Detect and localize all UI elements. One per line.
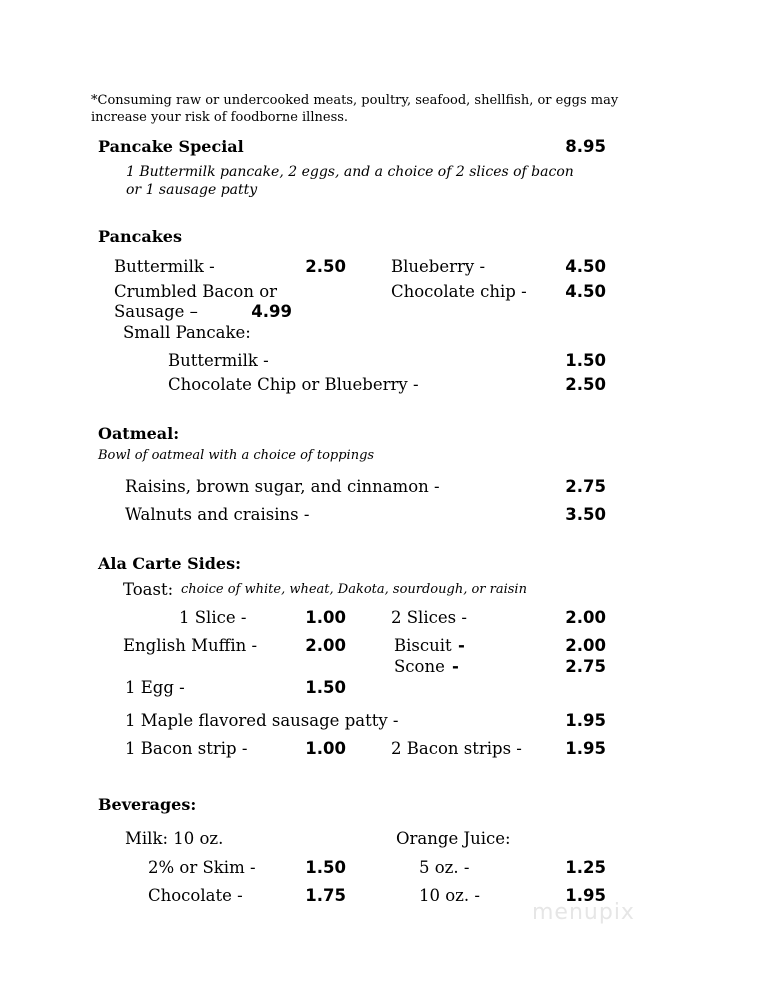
chocolate-milk-price: 1.75 xyxy=(305,886,346,905)
pancake-special-price: 8.95 xyxy=(565,137,606,156)
maple-sausage-price: 1.95 xyxy=(565,711,606,730)
watermark: menupix xyxy=(532,900,635,925)
pancakes-buttermilk-price: 2.50 xyxy=(305,257,346,276)
bacon-strips-label: 2 Bacon strips - xyxy=(391,739,522,758)
english-muffin-label: English Muffin - xyxy=(123,636,258,655)
beverages-title: Beverages: xyxy=(98,795,197,814)
oatmeal-title: Oatmeal: xyxy=(98,424,180,443)
two-slices-price: 2.00 xyxy=(565,608,606,627)
disclaimer-line-2: increase your risk of foodborne illness. xyxy=(91,110,349,125)
disclaimer-line-1: *Consuming raw or undercooked meats, poultry, seafood, shellfish, or eggs may xyxy=(91,93,619,108)
pancakes-chocolate-chip-price: 4.50 xyxy=(565,282,606,301)
oj5-price: 1.25 xyxy=(565,858,606,877)
bacon-strip-label: 1 Bacon strip - xyxy=(125,739,248,758)
toast-desc: choice of white, wheat, Dakota, sourdough, or raisin xyxy=(181,582,527,597)
biscuit-label: Biscuit xyxy=(394,636,452,655)
oatmeal-desc: Bowl of oatmeal with a choice of toppings xyxy=(98,448,375,463)
bacon-strips-price: 1.95 xyxy=(565,739,606,758)
skim-price: 1.50 xyxy=(305,858,346,877)
pancake-special-desc-2: or 1 sausage patty xyxy=(126,182,258,198)
pancakes-title: Pancakes xyxy=(98,227,182,246)
pancake-special-title: Pancake Special xyxy=(98,137,244,156)
one-slice-label: 1 Slice - xyxy=(179,608,247,627)
pancakes-chocolate-chip-label: Chocolate chip - xyxy=(391,282,527,301)
oj10-label: 10 oz. - xyxy=(419,886,480,905)
toast-label: Toast: xyxy=(123,580,174,599)
bacon-strip-price: 1.00 xyxy=(305,739,346,758)
pancakes-crumbled-price: 4.99 xyxy=(251,302,292,321)
scone-price: 2.75 xyxy=(565,657,606,676)
skim-label: 2% or Skim - xyxy=(148,858,256,877)
one-slice-price: 1.00 xyxy=(305,608,346,627)
pancakes-buttermilk-label: Buttermilk - xyxy=(114,257,215,276)
sides-title: Ala Carte Sides: xyxy=(98,554,242,573)
oj10-price: 1.95 xyxy=(565,886,606,905)
pancake-special-desc-1: 1 Buttermilk pancake, 2 eggs, and a choice of 2 slices of bacon xyxy=(126,164,574,180)
small-choc-blue-price: 2.50 xyxy=(565,375,606,394)
pancakes-crumbled-label-2: Sausage – xyxy=(114,302,198,321)
biscuit-dash: - xyxy=(458,636,465,655)
pancakes-crumbled-label-1: Crumbled Bacon or xyxy=(114,282,278,301)
oatmeal-raisins-label: Raisins, brown sugar, and cinnamon - xyxy=(125,477,440,496)
biscuit-price: 2.00 xyxy=(565,636,606,655)
pancakes-blueberry-price: 4.50 xyxy=(565,257,606,276)
two-slices-label: 2 Slices - xyxy=(391,608,467,627)
maple-sausage-label: 1 Maple flavored sausage patty - xyxy=(125,711,399,730)
egg-label: 1 Egg - xyxy=(125,678,185,697)
chocolate-milk-label: Chocolate - xyxy=(148,886,243,905)
oatmeal-raisins-price: 2.75 xyxy=(565,477,606,496)
oatmeal-walnuts-label: Walnuts and craisins - xyxy=(125,505,310,524)
small-pancake-title: Small Pancake: xyxy=(123,323,251,342)
small-choc-blue-label: Chocolate Chip or Blueberry - xyxy=(168,375,419,394)
oatmeal-walnuts-price: 3.50 xyxy=(565,505,606,524)
scone-dash: - xyxy=(452,657,459,676)
english-muffin-price: 2.00 xyxy=(305,636,346,655)
oj5-label: 5 oz. - xyxy=(419,858,470,877)
small-buttermilk-label: Buttermilk - xyxy=(168,351,269,370)
egg-price: 1.50 xyxy=(305,678,346,697)
milk-title: Milk: 10 oz. xyxy=(125,829,224,848)
oj-title: Orange Juice: xyxy=(396,829,511,848)
small-buttermilk-price: 1.50 xyxy=(565,351,606,370)
scone-label: Scone xyxy=(394,657,445,676)
pancakes-blueberry-label: Blueberry - xyxy=(391,257,486,276)
